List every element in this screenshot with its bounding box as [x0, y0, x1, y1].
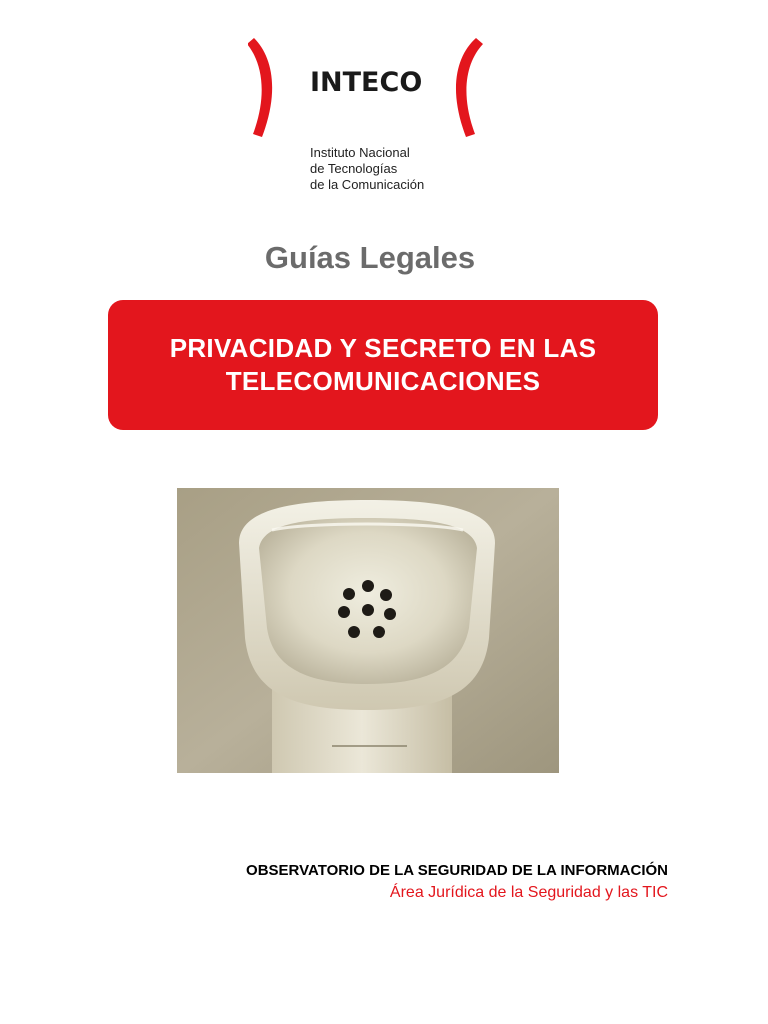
- brand-name: INTECO: [310, 67, 423, 98]
- brand-subtitle-line: de Tecnologías: [310, 161, 398, 176]
- cover-photo: [177, 488, 559, 773]
- telephone-earpiece-photo: [177, 488, 559, 773]
- observatory-label: OBSERVATORIO DE LA SEGURIDAD DE LA INFORMACIÓN: [246, 862, 668, 879]
- series-title: Guías Legales: [264, 240, 476, 275]
- inteco-logo: [248, 34, 488, 204]
- main-title-line: TELECOMUNICACIONES: [225, 366, 541, 396]
- brand-subtitle-line: de la Comunicación: [310, 177, 425, 192]
- title-banner: [108, 300, 658, 430]
- brand-subtitle: [310, 145, 424, 193]
- area-label: Área Jurídica de la Seguridad y las TIC: [389, 884, 668, 901]
- main-title-line: PRIVACIDAD Y SECRETO EN LAS: [169, 333, 597, 363]
- brand-subtitle-line: Instituto Nacional: [310, 145, 410, 160]
